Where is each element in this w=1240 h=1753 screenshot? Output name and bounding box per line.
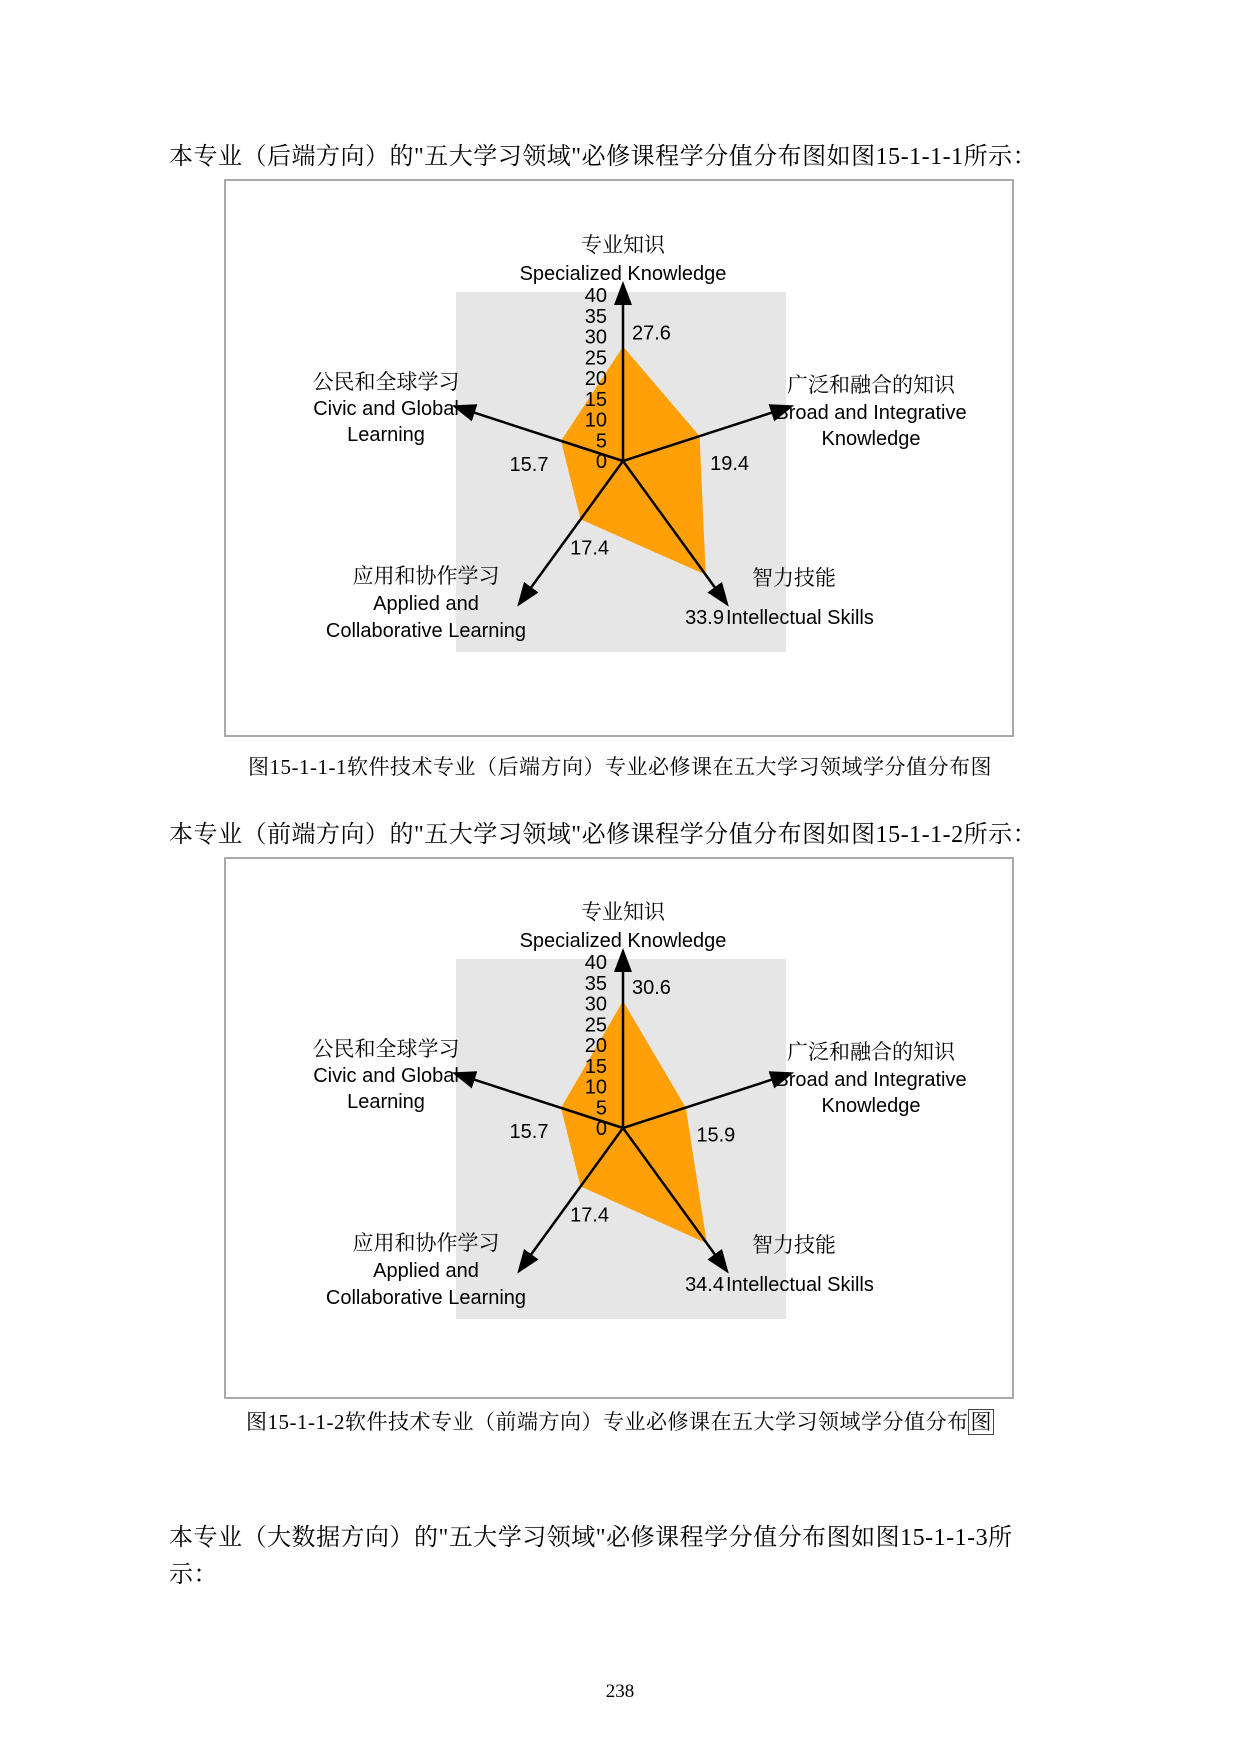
tick-label: 25: [584, 1014, 607, 1037]
axis-label-en: Applied and: [373, 1260, 479, 1282]
axis-label-zh: 专业知识: [581, 233, 665, 257]
axis-label-en: Collaborative Learning: [325, 1287, 527, 1309]
value-label: 30.6: [632, 977, 671, 999]
tick-label: 30: [584, 993, 607, 1016]
tick-label: 5: [595, 1097, 607, 1120]
axis-label-zh: 广泛和融合的知识: [787, 373, 955, 397]
paragraph-frontend-intro: 本专业（前端方向）的"五大学习领域"必修课程学分值分布图如图15-1-1-2所示：: [169, 822, 1038, 848]
axis-label-zh: 智力技能: [752, 566, 836, 590]
axis-label-en: Specialized Knowledge: [519, 930, 727, 952]
figure-caption-2-text: 图15-1-1-2软件技术专业（前端方向）专业必修课在五大学习领域学分值分布: [246, 1410, 969, 1434]
figure-frontend-radar: [224, 857, 1014, 1399]
paragraph-bigdata-intro: [169, 1520, 1074, 1594]
value-label: 33.9: [685, 607, 724, 629]
value-label: 27.6: [632, 322, 671, 345]
axis-label-en: Applied and: [373, 593, 479, 615]
tick-label: 0: [595, 1118, 607, 1140]
axis-label-en: Knowledge: [821, 428, 921, 450]
axis-label-zh: 应用和协作学习: [352, 1231, 500, 1255]
tick-label: 25: [584, 347, 607, 370]
axis-label-zh: 智力技能: [752, 1233, 836, 1257]
figure-caption-2-boxed-char: 图: [970, 1410, 992, 1434]
tick-label: 35: [584, 305, 607, 328]
figure-caption-1: [168, 751, 1072, 781]
tick-label: 0: [595, 451, 607, 473]
axis-label-en: Intellectual Skills: [726, 607, 874, 629]
axis-label-en: Broad and Integrative: [775, 402, 967, 424]
radar-chart-backend: [226, 181, 1012, 735]
axis-label-en: Intellectual Skills: [726, 1274, 874, 1296]
axis-label-en: Knowledge: [821, 1095, 921, 1117]
tick-label: 5: [595, 430, 607, 453]
tick-label: 15: [584, 388, 607, 411]
tick-label: 30: [584, 326, 607, 349]
axis-label-en: Specialized Knowledge: [519, 263, 727, 285]
radar-chart-frontend: [226, 859, 1012, 1397]
page-number: 238: [605, 1681, 635, 1702]
figure-backend-radar: [224, 179, 1014, 737]
value-label: 15.9: [696, 1124, 736, 1147]
tick-label: 10: [584, 409, 607, 432]
paragraph-bigdata-line-2: 示：: [169, 1562, 218, 1588]
axis-label-en: Broad and Integrative: [775, 1069, 967, 1091]
paragraph-bigdata-line-1: 本专业（大数据方向）的"五大学习领域"必修课程学分值分布图如图15-1-1-3所: [169, 1525, 1013, 1551]
figure-caption-2: [168, 1406, 1072, 1436]
axis-label-zh: 应用和协作学习: [352, 564, 500, 588]
value-label: 19.4: [710, 453, 750, 476]
tick-label: 35: [584, 972, 607, 995]
tick-label: 20: [584, 1035, 607, 1057]
axis-label-zh: 专业知识: [581, 900, 665, 924]
axis-label-en: Civic and Global: [313, 1065, 459, 1087]
value-label: 17.4: [570, 1204, 610, 1227]
figure-caption-1-text: 图15-1-1-1软件技术专业（后端方向）专业必修课在五大学习领域学分值分布图: [248, 755, 992, 779]
axis-label-zh: 公民和全球学习: [312, 370, 460, 394]
value-label: 34.4: [685, 1274, 724, 1296]
axis-label-en: Civic and Global: [313, 398, 459, 420]
axis-label-zh: 公民和全球学习: [312, 1037, 460, 1061]
value-label: 17.4: [570, 537, 610, 560]
tick-label: 40: [584, 285, 607, 307]
axis-label-en: Learning: [347, 424, 425, 446]
axis-label-en: Learning: [347, 1091, 425, 1113]
tick-label: 10: [584, 1076, 607, 1099]
paragraph-backend-intro: 本专业（后端方向）的"五大学习领域"必修课程学分值分布图如图15-1-1-1所示：: [169, 144, 1038, 170]
value-label: 15.7: [509, 453, 549, 476]
tick-label: 40: [584, 952, 607, 974]
tick-label: 15: [584, 1055, 607, 1078]
axis-label-zh: 广泛和融合的知识: [787, 1040, 955, 1064]
value-label: 15.7: [509, 1120, 549, 1143]
axis-label-en: Collaborative Learning: [325, 620, 527, 642]
tick-label: 20: [584, 368, 607, 390]
